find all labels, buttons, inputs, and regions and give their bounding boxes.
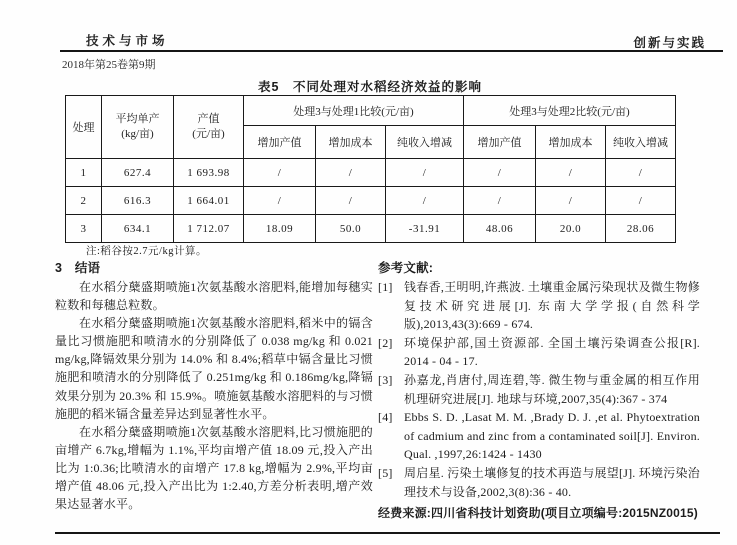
table-cell: 20.0 (536, 215, 606, 243)
reference-number: [3] (378, 372, 393, 387)
reference-text: 周启星. 污染土壤修复的技术再造与展望[J]. 环境污染治理技术与设备,2002,3(8):36 - 40. (404, 465, 700, 499)
table-cell: / (316, 187, 386, 215)
col-header-output-value (174, 96, 244, 159)
table-cell: 2 (66, 187, 102, 215)
table-cell: / (244, 187, 316, 215)
reference-text: 钱春香,王明明,许燕波. 土壤重金属污染现状及微生物修复技术研究进展[J]. 东南大学学报(自然科学版),2013,43(3):669 - 674. (404, 280, 700, 332)
table-caption: 表5 不同处理对水稻经济效益的影响 (258, 80, 482, 94)
reference-number: [4] (378, 410, 393, 425)
table-cell: 28.06 (606, 215, 676, 243)
group-header-compare2: 处理3与处理2比较(元/亩) (464, 96, 676, 126)
funding-statement: 经费来源:四川省科技计划资助(项目立项编号:2015NZ0015) (378, 506, 698, 521)
sub-header-net-income-2: 纯收入增减 (606, 126, 676, 159)
table-cell: 616.3 (102, 187, 174, 215)
output-value-line1: 产值 (197, 113, 220, 125)
reference-item (378, 464, 700, 501)
table-row (66, 159, 676, 187)
reference-text: 孙嘉龙,肖唐付,周连碧,等. 微生物与重金属的相互作用机理研究进展[J]. 地球与环境,2007,35(4):367 - 374 (404, 372, 700, 406)
conclusion-paragraph: 在水稻分蘖盛期喷施1次氨基酸水溶肥料,能增加每穗实粒数和每穗总粒数。 (55, 280, 373, 313)
table-cell: 627.4 (102, 159, 174, 187)
page-bottom-rule (55, 532, 720, 534)
reference-number: [2] (378, 335, 393, 350)
table-cell: / (464, 187, 536, 215)
table-cell: / (606, 159, 676, 187)
table-cell: / (464, 159, 536, 187)
economics-table (65, 95, 676, 243)
reference-item (378, 334, 700, 371)
table-cell: 1 664.01 (174, 187, 244, 215)
table-cell: / (536, 187, 606, 215)
reference-item (378, 371, 700, 408)
sub-header-net-income-1: 纯收入增减 (386, 126, 464, 159)
table-cell: 3 (66, 215, 102, 243)
table-cell: 50.0 (316, 215, 386, 243)
conclusion-paragraph: 在水稻分蘖盛期喷施1次氨基酸水溶肥料,稻米中的镉含量比习惯施肥和喷清水的分别降低了 0.038 mg/kg 和 0.021 mg/kg,降镉效果分别为 14.0% 和 8.4%;稻草中镉含量比习惯施肥和喷清水的分别降低了 0.251mg/kg 和 0.186mg/kg,降镉效果分别为 20.3% 和 15.9%。喷施氨基酸水溶肥料的与习惯施肥的稻米镉含量差异达到显著性水平。 (55, 316, 373, 421)
table-cell: 48.06 (464, 215, 536, 243)
table-cell: / (386, 159, 464, 187)
journal-title: 技术与市场 (86, 34, 169, 48)
table-note: 注:稻谷按2.7元/kg计算。 (86, 246, 207, 257)
reference-number: [5] (378, 465, 393, 480)
col-header-treatment: 处理 (66, 96, 102, 159)
table-cell: / (606, 187, 676, 215)
column-section-title: 创新与实践 (633, 36, 706, 50)
header-rule (60, 50, 723, 52)
output-value-line2: (元/亩) (192, 128, 225, 140)
table-row (66, 215, 676, 243)
reference-text: Ebbs S. D. ,Lasat M. M. ,Brady D. J. ,et al. Phytoextration of cadmium and zinc from a contaminated soil[J]. Environ. Qual. ,1997,26:1424 - 1430 (404, 410, 700, 462)
col-header-avg-yield (102, 96, 174, 159)
table-cell: / (244, 159, 316, 187)
table-cell: / (316, 159, 386, 187)
conclusion-paragraph: 在水稻分蘖盛期喷施1次氨基酸水溶肥料,比习惯施肥的亩增产 6.7kg,增幅为 1.1%,平均亩增产值 18.09 元,投入产出比为 1:0.36;比喷清水的亩增产 17.8 kg,增幅为 2.9%,平均亩增产值 48.06 元,投入产出比为 1:2.40,方差分析表明,增产效果达显著水平。 (55, 424, 373, 512)
table-cell: -31.91 (386, 215, 464, 243)
references-heading: 参考文献: (378, 261, 434, 275)
conclusion-heading: 3 结语 (55, 261, 101, 275)
avg-yield-line1: 平均单产 (115, 113, 160, 125)
sub-header-added-value-1: 增加产值 (244, 126, 316, 159)
table-cell: 634.1 (102, 215, 174, 243)
table-cell: 1 712.07 (174, 215, 244, 243)
table-cell: 1 (66, 159, 102, 187)
table-cell: 1 693.98 (174, 159, 244, 187)
table-cell: 18.09 (244, 215, 316, 243)
conclusion-column (55, 259, 373, 513)
avg-yield-line2: (kg/亩) (121, 128, 154, 140)
table-cell: / (386, 187, 464, 215)
sub-header-added-value-2: 增加产值 (464, 126, 536, 159)
reference-item (378, 278, 700, 334)
sub-header-added-cost-1: 增加成本 (316, 126, 386, 159)
reference-number: [1] (378, 280, 393, 294)
group-header-compare1: 处理3与处理1比较(元/亩) (244, 96, 464, 126)
reference-text: 环境保护部,国土资源部. 全国土壤污染调查公报[R]. 2014 - 04 - 17. (404, 335, 700, 369)
sub-header-added-cost-2: 增加成本 (536, 126, 606, 159)
reference-item (378, 408, 700, 464)
references-column (378, 259, 700, 523)
table-cell: / (536, 159, 606, 187)
table-row (66, 187, 676, 215)
issue-info: 2018年第25卷第9期 (62, 59, 156, 71)
